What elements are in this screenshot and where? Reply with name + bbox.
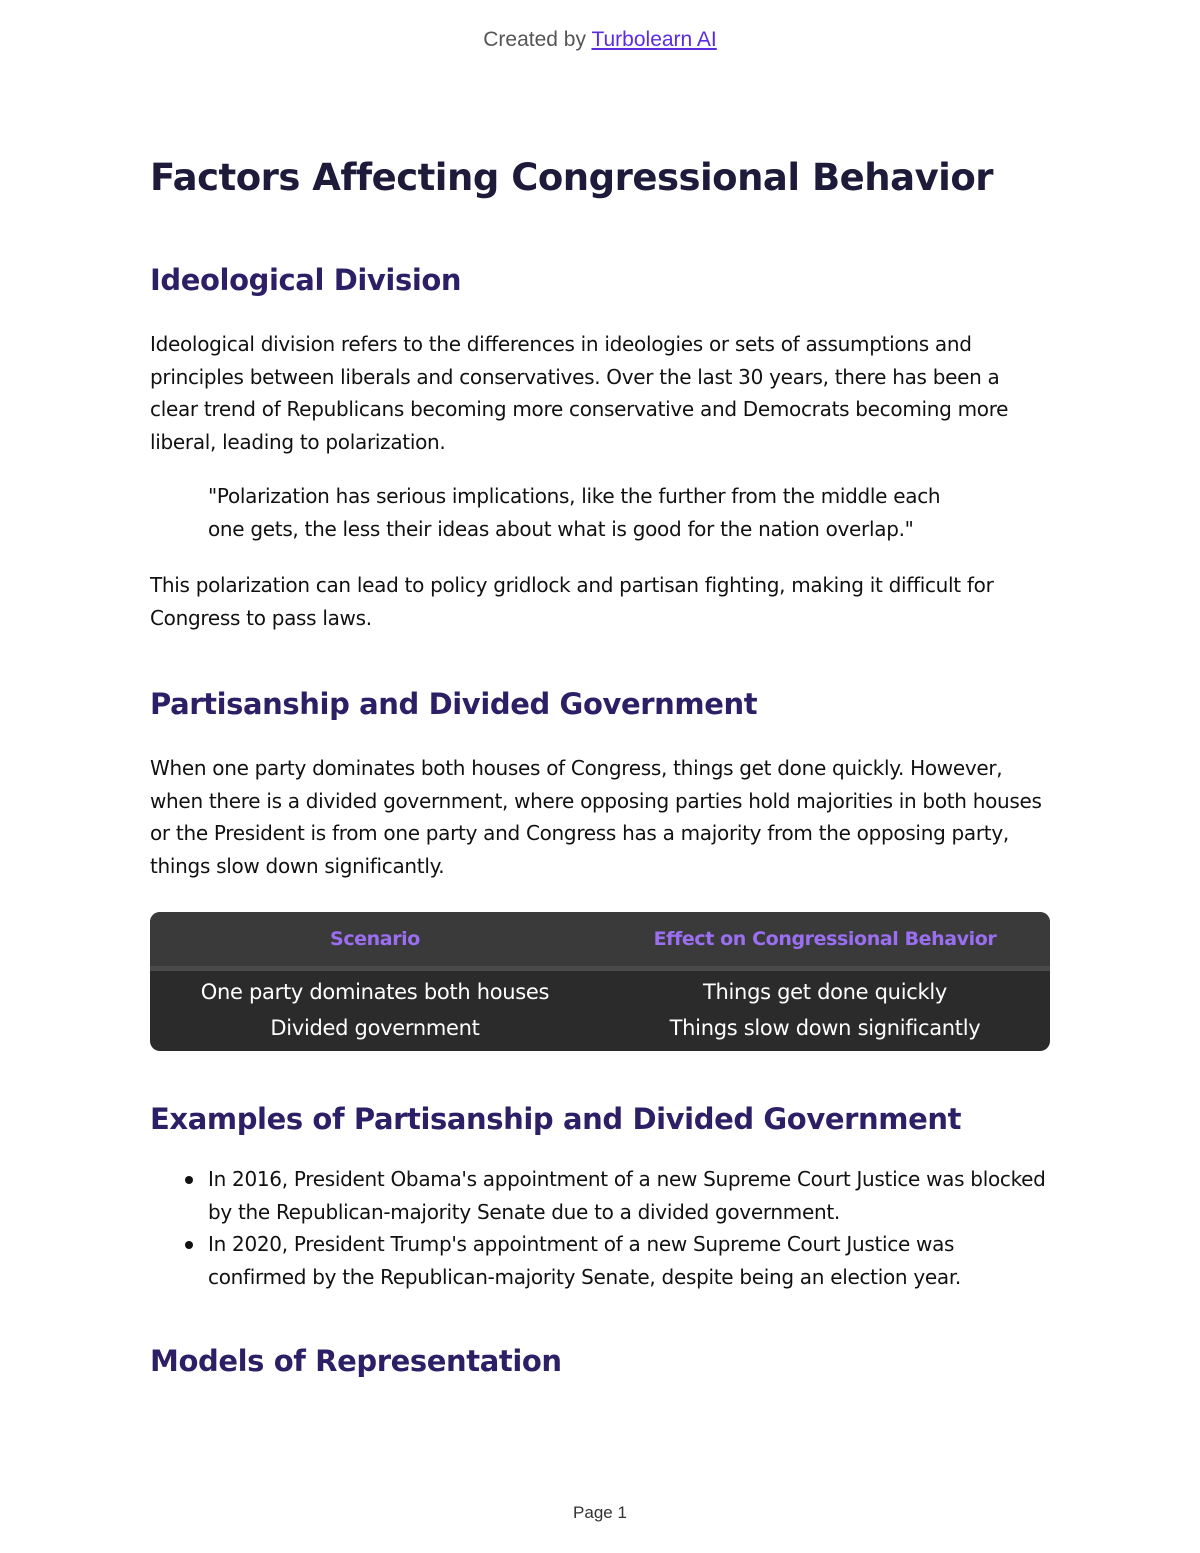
heading-models: Models of Representation (150, 1344, 562, 1378)
page-number: Page 1 (573, 1503, 627, 1522)
credit-prefix: Created by (483, 28, 586, 51)
table-header-row (150, 912, 1050, 969)
ideological-paragraph: Ideological division refers to the differences in ideologies or sets of assumptions and principles between liberals and conservatives. Over the last 30 years, there has been a clear trend of Republicans becoming more conservative and Democrats becoming more liberal, leading to polarization. (150, 332, 1009, 454)
document-body (150, 150, 1050, 1381)
table-header-scenario: Scenario (150, 912, 600, 969)
bullet-icon (185, 1176, 193, 1184)
list-item (208, 1228, 1050, 1293)
polarization-paragraph: This polarization can lead to policy gridlock and partisan fighting, making it difficult for Congress to pass laws. (150, 573, 994, 630)
table-cell: Things get done quickly (702, 980, 947, 1004)
page-title: Factors Affecting Congressional Behavior (150, 156, 994, 199)
table-cell: Divided government (270, 1016, 480, 1040)
partisanship-paragraph: When one party dominates both houses of Congress, things get done quickly. However, when there is a divided government, where opposing parties hold majorities in both houses or the President is from one party and Congress has a majority from the opposing party, things slow down significantly. (150, 756, 1042, 878)
heading-ideological-division: Ideological Division (150, 263, 462, 297)
turbolearn-link[interactable]: Turbolearn AI (591, 28, 717, 51)
table-row (150, 1010, 1050, 1051)
bullet-icon (185, 1241, 193, 1249)
heading-examples: Examples of Partisanship and Divided Government (150, 1102, 962, 1136)
list-item (208, 1163, 1050, 1228)
examples-list (150, 1163, 1050, 1293)
table-row (150, 969, 1050, 1011)
table-cell: Things slow down significantly (669, 1016, 981, 1040)
table-header-effect: Effect on Congressional Behavior (600, 912, 1050, 969)
heading-partisanship: Partisanship and Divided Government (150, 687, 758, 721)
scenario-table (150, 912, 1050, 1051)
table-cell: One party dominates both houses (200, 980, 550, 1004)
list-item-text: In 2016, President Obama's appointment of a new Supreme Court Justice was blocked by the Republican-majority Senate due to a divided government. (208, 1167, 1046, 1224)
list-item-text: In 2020, President Trump's appointment of a new Supreme Court Justice was confirmed by the Republican-majority Senate, despite being an election year. (208, 1232, 961, 1289)
polarization-quote: "Polarization has serious implications, like the further from the middle each one gets, the less their ideas about what is good for the nation overlap." (208, 484, 941, 541)
header-credit (0, 28, 1200, 52)
